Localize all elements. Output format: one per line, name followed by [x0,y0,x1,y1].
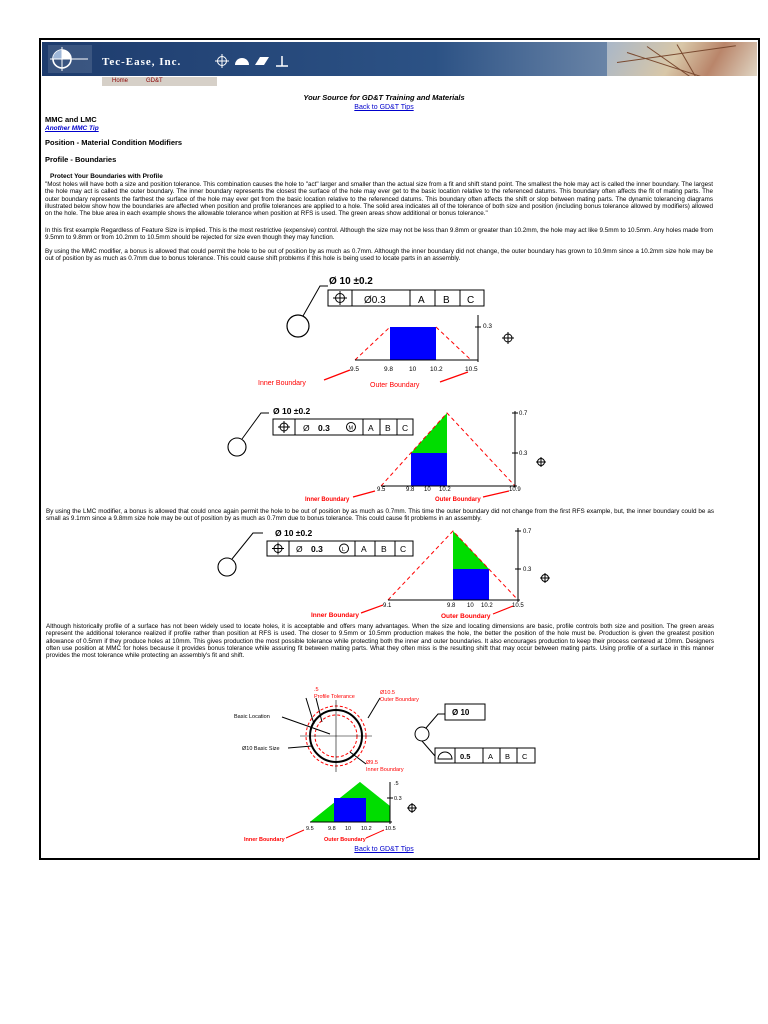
svg-text:Ø: Ø [303,423,310,433]
profile-symbol-icon [438,752,452,759]
position-symbol-icon [272,543,284,555]
svg-text:10: 10 [424,487,431,493]
svg-text:0.7: 0.7 [519,411,528,417]
svg-text:10.9: 10.9 [509,487,521,493]
svg-text:B: B [381,544,387,554]
svg-text:10.2: 10.2 [361,826,372,832]
hole-circle [287,315,309,337]
gdt-symbols [214,54,290,68]
nav-gdt-link[interactable]: GD&T [146,78,163,84]
svg-text:0.3: 0.3 [519,451,528,457]
svg-text:A: A [368,423,374,433]
svg-text:Outer Boundary: Outer Boundary [324,837,366,843]
site-banner [42,42,757,76]
svg-text:C: C [522,752,528,761]
feature-control-frame [273,419,413,435]
article-title: MMC and LMC [45,115,97,124]
svg-text:Inner Boundary: Inner Boundary [244,837,285,843]
svg-text:0.5: 0.5 [460,752,471,761]
crosshair-logo-icon [48,45,92,73]
svg-text:Outer Boundary: Outer Boundary [380,697,419,703]
paragraph-rfs: In this first example Regardless of Feature Size is implied. This is the most restrictive (expensive) control. Although the size may not be less than 9.8mm or greater than 10.2mm, the hole may act like 9.5mm to 10.5mm. Any holes made from 9.5mm to 9.8mm or from 10.2mm to 10.5mm should be rejected for size even though they may function. [45,227,713,242]
paragraph-intro: "Most holes will have both a size and position tolerance. This combination causes the hole to "act" larger and smaller than the actual size from a fit and shift stand point. The smallest the hole may act is called the inner boundary. The largest the hole may act is called the outer boundary. The inner boundary represents the closest the surface of the hole may ever get to the basic location relative to the referenced datums. This boundary often affects the fit of mating parts. The outer boundary represents the farthest the surface of the hole may ever get from the basic location relative to the referenced datums. This boundary often affects the shift or slop between mating parts. The dynamic tolerancing diagrams illustrated below show how the boundaries are affected when position and profile tolerances are applied to a hole. The solid area indicates all of the tolerance of both size and position (including bonus tolerance allowed by modifiers) allowed on the hole. The blue area in each example shows the allowable tolerance when position at RFS is used. The green areas show additional or bonus tolerance." [45,181,713,218]
svg-text:B: B [443,295,450,306]
svg-text:0.3: 0.3 [523,567,532,573]
paragraph-lmc: By using the LMC modifier, a bonus is allowed that could once again permit the hole to be out of position by as much as 0.7mm. This time the outer boundary did not change from the first RFS example, but, the inner boundary could be as small as 9.1mm since a 9.8mm size hole may be out of position by as much as 0.7mm due to bonus tolerance. This could cause fit problems in an assembly. [46,508,714,523]
svg-text:L: L [342,547,346,553]
svg-text:A: A [488,752,494,761]
figure-mmc [225,405,555,510]
svg-text:10.5: 10.5 [512,603,524,609]
back-to-tips-link-bottom[interactable]: Back to GD&T Tips [354,846,414,853]
nav-home-link[interactable]: Home [112,78,129,84]
figure-lmc [215,523,555,628]
section-heading: Protect Your Boundaries with Profile [50,173,163,180]
svg-text:9.8: 9.8 [384,366,394,373]
svg-text:9.8: 9.8 [328,826,336,832]
position-symbol-icon [540,573,550,583]
figure-profile [230,684,550,849]
svg-text:10: 10 [345,826,352,832]
svg-text:Ø0.3: Ø0.3 [364,295,386,306]
svg-text:0.3: 0.3 [311,544,323,554]
svg-text:9.8: 9.8 [447,603,456,609]
svg-text:9.5: 9.5 [377,487,386,493]
paragraph-profile: Although historically profile of a surface has not been widely used to locate holes, it is acceptable and offers many advantages. When the size and locating dimensions are basic, profile controls both size and position. The green areas represent the additional tolerance realized if profile rather than position at RFS is used. The closer to 9.5mm or 10.5mm production makes the hole, the better the position of the hole must be. Production is given the greatest position allowance of 0.5mm if they produce holes at 10mm. This gives production the most possible tolerance while protecting both the inner and outer boundaries. It also encourages production to keep their process centered at 10mm. Designers often use position at MMC for holes because it provides bonus tolerance while assuring fit between mating parts. What they often miss is the resulting shift that may occur between mating parts. Using profile of a surface in this manner provides the most tolerance while protecting an assembly's fit and shift. [46,623,714,660]
svg-text:10: 10 [409,366,417,373]
profile-symbol-icon [234,54,250,68]
size-callout: Ø 10 ±0.2 [329,276,373,287]
svg-text:Ø10 Basic Size: Ø10 Basic Size [242,746,280,752]
svg-text:0.7: 0.7 [523,529,532,535]
svg-text:0.3: 0.3 [318,423,330,433]
svg-text:Ø: Ø [296,544,303,554]
svg-text:Basic Location: Basic Location [234,714,270,720]
position-symbol-icon [278,421,290,433]
feature-control-frame [267,541,413,556]
subtitle-position: Position - Material Condition Modifiers [45,138,183,147]
svg-text:.5: .5 [394,781,399,787]
back-to-tips-link-top[interactable]: Back to GD&T Tips [354,104,414,111]
svg-text:Profile Tolerance: Profile Tolerance [314,694,355,700]
feature-control-frame [328,290,484,306]
size-callout: Ø 10 ±0.2 [275,528,313,538]
svg-text:10.2: 10.2 [481,603,493,609]
paragraph-mmc: By using the MMC modifier, a bonus is allowed that could permit the hole to be out of position by as much as 0.7mm. Although the inner boundary did not change, the outer boundary has grown to 10.9mm since a 10.2mm size hole may be out of position by as much as 0.7mm due to bonus tolerance. This could cause shift problems if this hole is being used to locate parts in an assembly. [45,248,713,263]
flatness-symbol-icon [254,54,270,68]
svg-text:9.8: 9.8 [406,487,415,493]
position-symbol-icon [407,803,417,813]
svg-text:Inner Boundary: Inner Boundary [366,767,404,773]
tagline: Your Source for GD&T Training and Materials [303,93,465,102]
svg-text:C: C [467,295,475,306]
svg-text:B: B [385,423,391,433]
rfs-tolerance-area [390,327,436,360]
feature-control-frame [435,748,535,763]
position-symbol-icon [333,291,347,305]
rfs-tolerance-area [453,569,489,600]
subtitle-profile: Profile - Boundaries [45,155,117,164]
svg-text:A: A [418,295,425,306]
svg-text:C: C [402,423,409,433]
svg-text:10: 10 [467,603,474,609]
svg-text:Ø9.5: Ø9.5 [366,760,378,766]
nav-bar [42,77,757,86]
svg-text:Outer Boundary: Outer Boundary [441,613,491,620]
svg-text:C: C [400,544,407,554]
svg-text:10.2: 10.2 [430,366,443,373]
svg-text:9.5: 9.5 [350,366,360,373]
perpendicularity-symbol-icon [274,54,290,68]
svg-text:Outer Boundary: Outer Boundary [435,497,481,503]
position-symbol-icon [502,332,514,344]
profile-hole-drawing [300,700,372,772]
svg-text:Ø10.5: Ø10.5 [380,690,395,696]
position-symbol-icon [214,54,230,68]
banner-photo [607,42,757,76]
svg-text:Inner Boundary: Inner Boundary [305,497,350,503]
svg-text:0.3: 0.3 [394,796,402,802]
size-callout: Ø 10 ±0.2 [273,406,311,416]
svg-text:.5: .5 [314,687,319,693]
svg-text:10.2: 10.2 [439,487,451,493]
svg-text:10.5: 10.5 [465,366,478,373]
rfs-tolerance-area [411,453,447,486]
svg-text:9.5: 9.5 [306,826,314,832]
svg-text:A: A [361,544,367,554]
svg-text:M: M [348,425,354,432]
size-callout: Ø 10 [452,708,470,717]
inner-boundary-label: Inner Boundary [258,380,306,387]
svg-text:0.3: 0.3 [483,323,493,330]
svg-text:10.5: 10.5 [385,826,396,832]
svg-text:Inner Boundary: Inner Boundary [311,612,360,619]
rfs-tolerance-area [334,798,366,822]
svg-text:9.1: 9.1 [383,603,392,609]
position-symbol-icon [536,457,546,467]
another-tip-link[interactable]: Another MMC Tip [45,125,99,132]
figure-rfs [258,272,520,397]
outer-boundary-label: Outer Boundary [370,382,420,389]
svg-text:B: B [505,752,511,761]
brand-name[interactable]: Tec-Ease, Inc. [102,56,182,68]
